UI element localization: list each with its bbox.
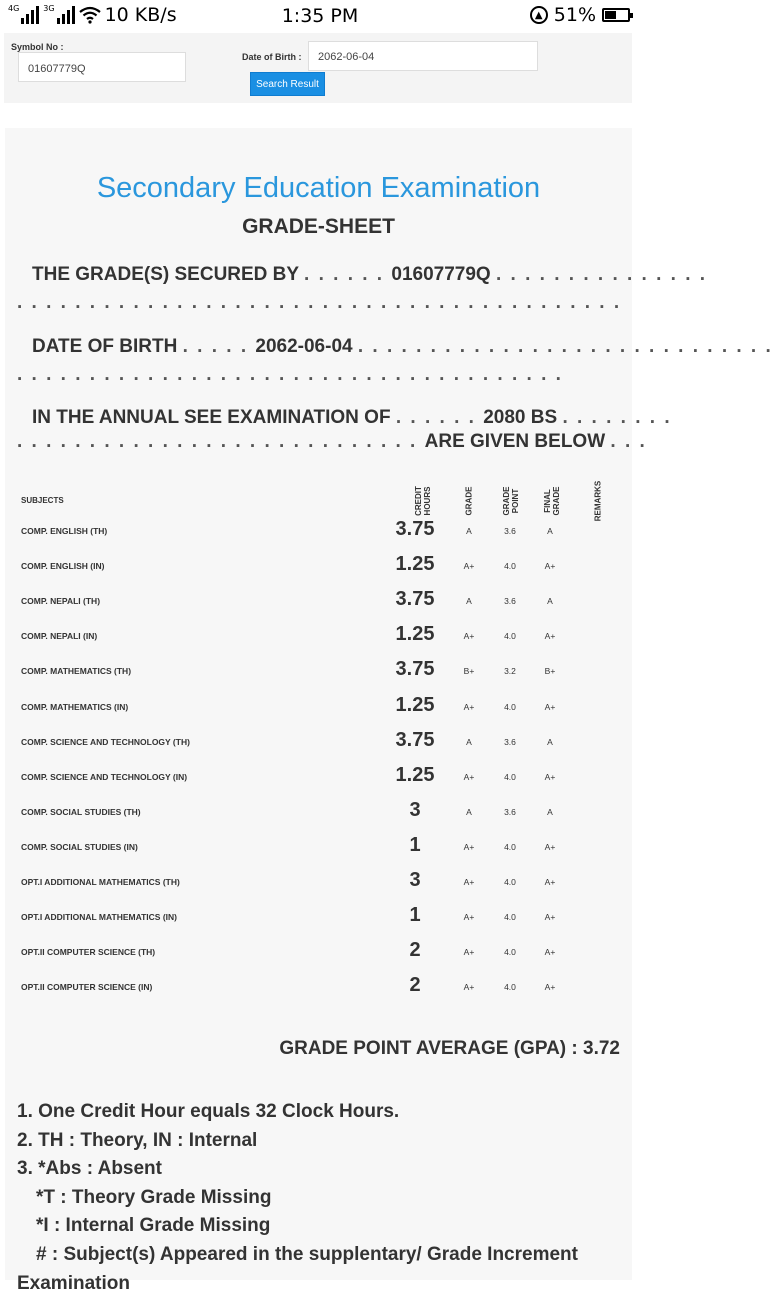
credit-hours-cell: 1 (409, 904, 421, 927)
grade-point-cell: 4.0 (504, 841, 516, 852)
given-below-text: ARE GIVEN BELOW (424, 431, 606, 452)
battery-percent: 51% (553, 4, 596, 26)
table-row (5, 514, 632, 549)
exam-label: IN THE ANNUAL SEE EXAMINATION OF (32, 407, 391, 428)
table-row (5, 654, 632, 689)
subject-cell: COMP. SOCIAL STUDIES (IN) (21, 841, 138, 852)
grade-point-cell: 4.0 (504, 771, 516, 782)
status-right (530, 4, 630, 26)
sheet-subtitle: GRADE-SHEET (242, 215, 395, 238)
secured-by-label: THE GRADE(S) SECURED BY (32, 264, 299, 285)
subject-cell: COMP. SCIENCE AND TECHNOLOGY (IN) (21, 771, 188, 782)
grade-point-cell: 3.6 (504, 596, 516, 607)
grade-cell: A (466, 596, 472, 607)
grade-point-cell: 4.0 (504, 877, 516, 887)
status-bar (0, 0, 640, 32)
network-type-2: 3G (43, 3, 55, 13)
final-grade-cell: A (547, 806, 553, 817)
final-grade-cell: A+ (544, 982, 556, 993)
credit-hours-cell: 3 (409, 798, 421, 821)
grade-cell: A+ (463, 561, 475, 572)
grade-cell: A (466, 526, 472, 536)
table-row (5, 725, 632, 760)
exam-title: Secondary Education Examination (96, 172, 541, 204)
search-result-button[interactable]: Search Result (250, 72, 325, 96)
grade-cell: A+ (463, 912, 475, 923)
gpa: GRADE POINT AVERAGE (GPA) : 3.72 (279, 1038, 620, 1059)
grade-point-cell: 4.0 (504, 631, 516, 642)
note-theory-missing: *T : Theory Grade Missing (36, 1186, 272, 1208)
network-type-1: 4G (8, 3, 20, 13)
grade-point-cell: 4.0 (504, 982, 516, 993)
final-grade-cell: A (547, 526, 553, 536)
grade-cell: A+ (463, 947, 475, 958)
note-1: 1. One Credit Hour equals 32 Clock Hours. (17, 1101, 400, 1122)
credit-hours-cell: 2 (409, 939, 421, 962)
clock: 1:35 PM (281, 5, 359, 27)
dob-line: DATE OF BIRTH . . . . . 2062-06-04 . . . . . . . . . . . . . . . . . . . . . . . . . . . . . (32, 336, 773, 357)
battery-icon (602, 8, 630, 22)
table-row (5, 584, 632, 619)
final-grade-cell: A (547, 596, 553, 607)
note-supplementary: # : Subject(s) Appeared in the supplentary/ Grade Increment (36, 1243, 578, 1265)
credit-hours-cell: 1.25 (395, 623, 435, 646)
grade-cell: A+ (463, 877, 475, 887)
credit-hours-cell: 1.25 (395, 553, 435, 576)
grade-point-cell: 3.6 (504, 806, 516, 817)
final-grade-cell: A+ (544, 771, 556, 782)
credit-hours-cell: 3.75 (395, 588, 435, 611)
final-grade-cell: A+ (544, 701, 556, 712)
note-2: 2. TH : Theory, IN : Internal (17, 1129, 258, 1151)
table-row (5, 760, 632, 795)
symbol-label: Symbol No : (11, 42, 64, 52)
secured-by-line: THE GRADE(S) SECURED BY . . . . . . 01607779Q . . . . . . . . . . . . . . . (32, 264, 708, 285)
table-row (5, 830, 632, 865)
dob-input[interactable]: 2062-06-04 (308, 41, 538, 71)
credit-hours-header: CREDIT HOURS (414, 486, 432, 516)
table-row (5, 690, 632, 725)
credit-hours-cell: 2 (409, 974, 421, 997)
grade-cell: A+ (463, 841, 475, 852)
credit-hours-cell: 1.25 (395, 763, 435, 786)
notes (17, 1098, 578, 1298)
credit-hours-cell: 3.75 (395, 728, 435, 751)
battery-fill (605, 11, 616, 19)
final-grade-cell: A+ (544, 877, 556, 887)
grade-header: GRADE (464, 486, 474, 516)
credit-hours-cell: 3 (409, 869, 421, 891)
subject-cell: COMP. ENGLISH (TH) (21, 526, 108, 536)
dotted-line: . . . . . . . . . . . . . . . . . . . . . . . . . . . . . . . . . . . . . . . . . . (17, 292, 622, 313)
subject-cell: COMP. NEPALI (IN) (21, 631, 98, 642)
final-grade-cell: A+ (544, 947, 556, 958)
table-row (5, 970, 632, 1005)
table-row (5, 795, 632, 830)
search-form (4, 33, 632, 103)
subject-cell: COMP. MATHEMATICS (IN) (21, 701, 129, 712)
dotted-line: . . . . . . . . . . . . . . . . . . . . . . . . . . . . . . . . . . . . . . (17, 364, 563, 385)
grade-cell: A+ (463, 982, 475, 993)
given-below-line: . . . . . . . . . . . . . . . . . . . . . . . . . . . . ARE GIVEN BELOW . . . (17, 431, 647, 452)
dob-line-label: DATE OF BIRTH (32, 336, 178, 357)
grade-sheet (5, 128, 773, 1294)
dob-line-value: 2062-06-04 (255, 336, 353, 357)
table-row (5, 900, 632, 935)
exam-line: IN THE ANNUAL SEE EXAMINATION OF . . . . . . 2080 BS . . . . . . . . (32, 407, 672, 428)
credit-hours-cell: 1.25 (395, 693, 435, 716)
note-3: 3. *Abs : Absent (17, 1158, 162, 1180)
grade-cell: A+ (463, 701, 475, 712)
final-grade-cell: A+ (544, 561, 556, 572)
subject-cell: OPT.I ADDITIONAL MATHEMATICS (TH) (21, 877, 180, 887)
final-grade-header: FINAL GRADE (543, 486, 561, 516)
secured-by-value: 01607779Q (391, 264, 491, 285)
subject-cell: COMP. MATHEMATICS (TH) (21, 666, 132, 677)
grade-point-cell: 4.0 (504, 701, 516, 712)
symbol-input[interactable]: 01607779Q (18, 52, 186, 82)
final-grade-cell: A+ (544, 841, 556, 852)
grade-cell: A (466, 806, 472, 817)
grade-point-cell: 4.0 (504, 947, 516, 958)
credit-hours-cell: 3.75 (395, 658, 435, 681)
subject-cell: OPT.I ADDITIONAL MATHEMATICS (IN) (21, 912, 177, 923)
subject-cell: OPT.II COMPUTER SCIENCE (TH) (21, 947, 156, 958)
note-internal-missing: *I : Internal Grade Missing (36, 1215, 271, 1237)
subject-cell: COMP. NEPALI (TH) (21, 596, 101, 607)
grade-point-cell: 3.6 (504, 736, 516, 747)
table-row (5, 865, 632, 900)
table-row (5, 619, 632, 654)
grade-point-cell: 4.0 (504, 912, 516, 923)
grade-point-cell: 4.0 (504, 561, 516, 572)
grade-cell: A+ (463, 771, 475, 782)
final-grade-cell: A+ (544, 631, 556, 642)
rotation-lock-icon: ▲ (530, 6, 548, 24)
subjects-header: SUBJECTS (21, 496, 64, 505)
note-examination: Examination (17, 1272, 130, 1294)
final-grade-cell: A (547, 736, 553, 747)
credit-hours-cell: 3.75 (395, 518, 435, 540)
remarks-header: REMARKS (593, 480, 603, 522)
grade-cell: A+ (463, 631, 475, 642)
grade-point-cell: 3.6 (504, 526, 516, 536)
subject-cell: COMP. ENGLISH (IN) (21, 561, 105, 572)
final-grade-cell: A+ (544, 912, 556, 923)
table-row (5, 935, 632, 970)
subject-cell: OPT.II COMPUTER SCIENCE (IN) (21, 982, 153, 993)
exam-year: 2080 BS (483, 407, 558, 428)
subject-cell: COMP. SOCIAL STUDIES (TH) (21, 806, 141, 817)
grade-cell: B+ (463, 666, 475, 677)
network-speed: 10 KB/s (104, 4, 177, 26)
subject-cell: COMP. SCIENCE AND TECHNOLOGY (TH) (21, 736, 190, 747)
grade-point-header: GRADE POINT (502, 486, 520, 516)
grade-point-cell: 3.2 (504, 666, 516, 677)
credit-hours-cell: 1 (409, 833, 421, 856)
grade-cell: A (466, 736, 472, 747)
final-grade-cell: B+ (544, 666, 556, 677)
table-row (5, 549, 632, 584)
dob-label: Date of Birth : (242, 52, 302, 62)
